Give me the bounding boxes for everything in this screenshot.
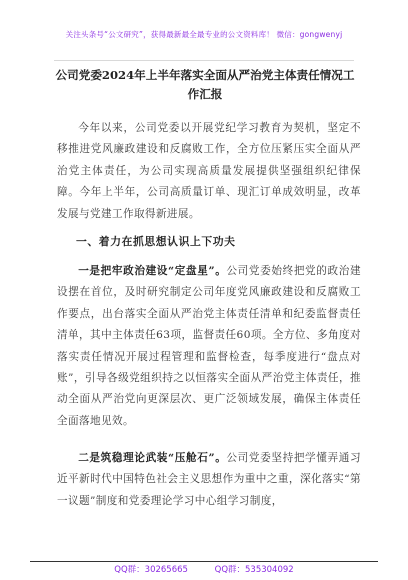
header-banner-text: 关注头条号“公文研究”，获得最新最全最专业的公文资料库！ 微信：gongwenyj <box>65 30 343 39</box>
section-heading: 一、着力在抓思想认识上下功夫 <box>76 235 236 248</box>
item-1-paragraph <box>57 261 361 432</box>
intro-paragraph: 今年以来，公司党委以开展党纪学习教育为契机，坚定不移推进党风廉政建设和反腐败工作，全方位压紧压实全面从严治党主体责任，为公司实现高质量发展提供坚强组织纪律保障。今年上半年，公司高质量订单、现汇订单成效明显，改革发展与党建工作取得新进展。 <box>57 122 361 220</box>
footer-qq-group-1: QQ群：30265665 <box>114 565 188 575</box>
document-title: 公司党委2024年上半年落实全面从严治党主体责任情况工作汇报 <box>55 68 355 101</box>
header-divider <box>54 60 354 61</box>
item-2-lead: 二是筑稳理论武装“压舱石”。 <box>78 452 227 464</box>
header-banner <box>0 6 408 60</box>
footer-divider <box>30 561 378 562</box>
footer <box>0 563 408 575</box>
item-2-paragraph <box>57 448 361 512</box>
item-2-body: 公司党委坚持把学懂弄通习近平新时代中国特色社会主义思想作为重中之重，深化落实“第一议题”制度和党委理论学习中心组学习制度， <box>57 452 361 507</box>
item-1-lead: 一是把牢政治建设“定盘星”。 <box>78 265 227 277</box>
footer-qq-group-2: QQ群：535304092 <box>214 565 294 575</box>
item-1-body: 公司党委始终把党的政治建设摆在首位，及时研究制定公司年度党风廉政建设和反腐败工作要点，出台落实全面从严治党主体责任清单和纪委监督责任清单，其中主体责任63项，监督责任60项。全方位、多角度对落实责任情况开展过程管理和监督检查，每季度进行“盘点对账”，引导各级党组织持之以恒落实全面从严治党主体责任，推动全面从严治党向更深层次、更广泛领域发展，确保主体责任全面落地见效。 <box>57 265 361 427</box>
